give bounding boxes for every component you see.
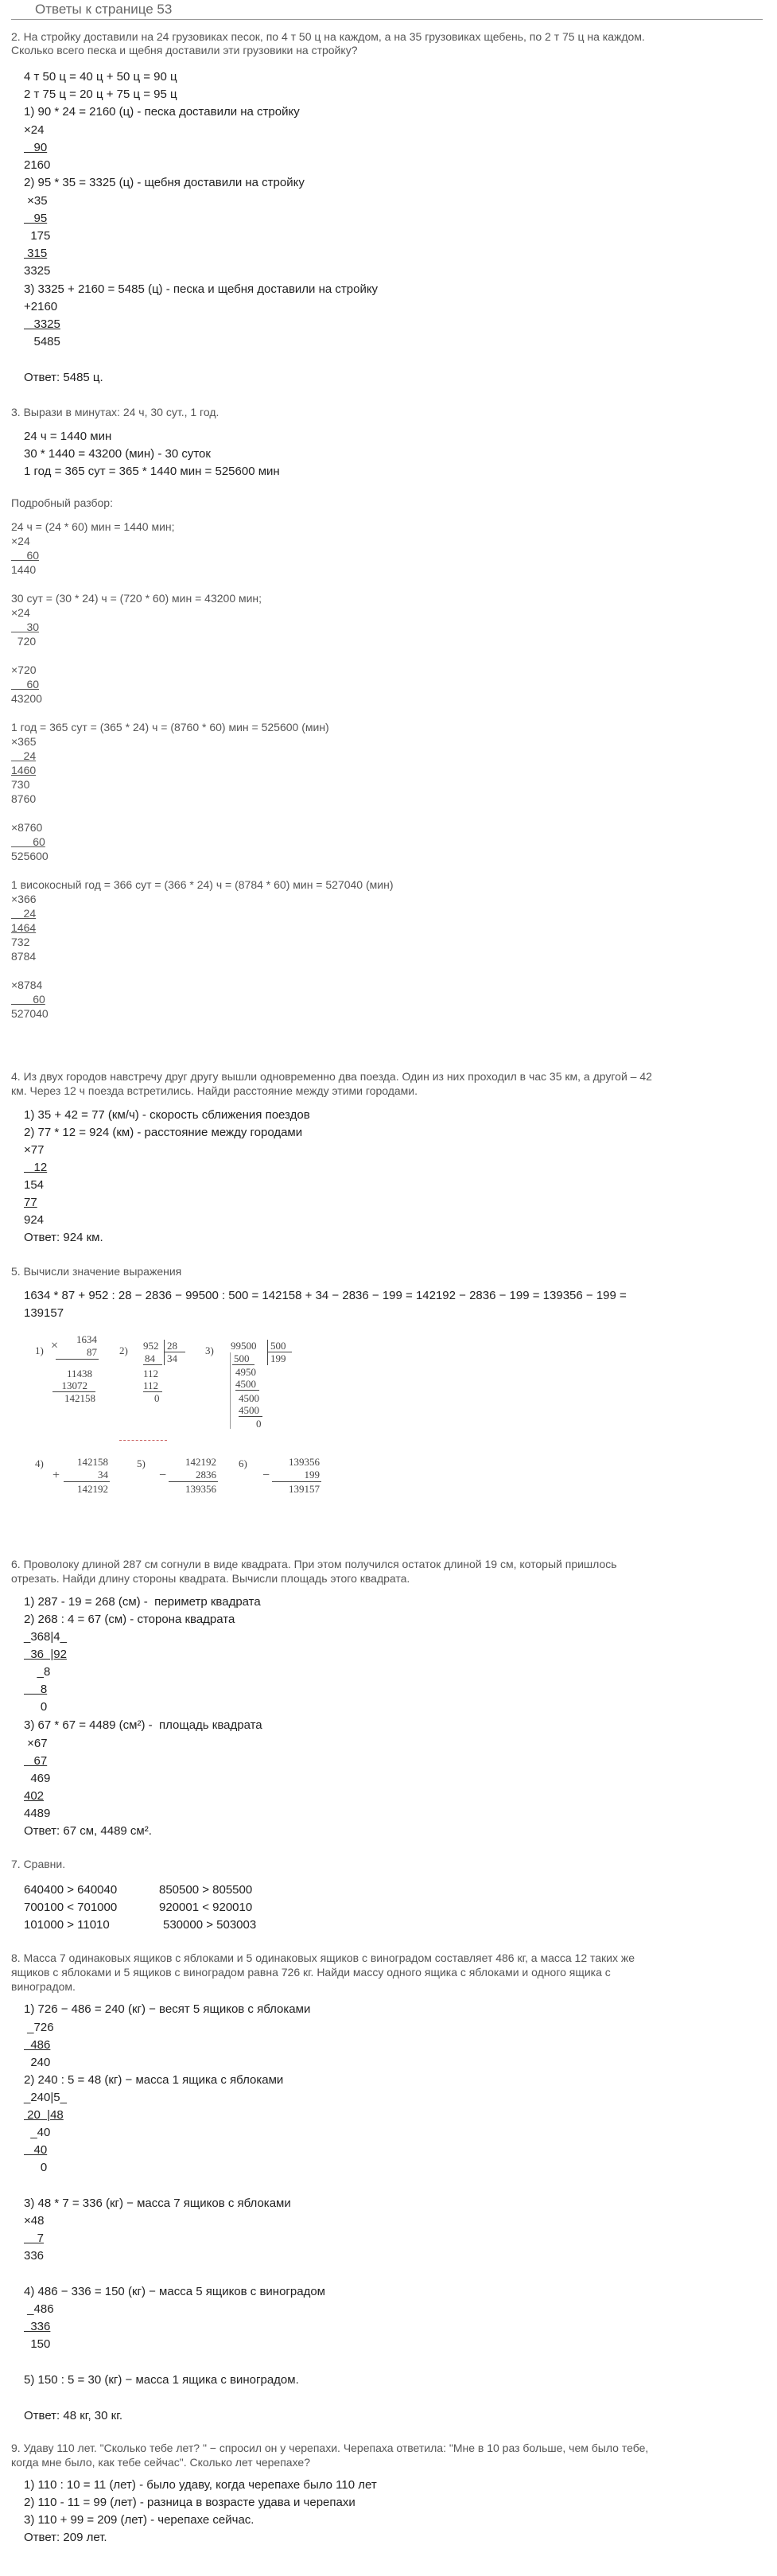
task-8-calc: 40 — [24, 2143, 48, 2157]
t5-c6-num: 199 — [304, 1469, 320, 1481]
t5-c3-num: 500 — [270, 1340, 286, 1352]
task-3-detail-line: 1 год = 365 сут = (365 * 24) ч = (8760 * 60) мин = 525600 (мин) — [11, 721, 329, 733]
task-6-step: 1) 287 - 19 = 268 (см) - периметр квадрата — [24, 1595, 261, 1609]
task-2-question-line-1: 2. На стройку доставили на 24 грузовиках песок, по 4 т 50 ц на каждом, а на 35 грузовиках щебень, по 2 т 75 ц на каждом. — [11, 30, 645, 43]
task-3-detail-line: 525600 — [11, 850, 49, 862]
t5-label-2: 2) — [119, 1344, 128, 1356]
t5-c2-rule — [143, 1364, 162, 1365]
task-7-cell: 101000 > 11010 — [24, 1918, 110, 1932]
task-2-step: 1) 90 * 24 = 2160 (ц) - песка доставили на стройку — [24, 105, 300, 119]
t5-c4-rule — [64, 1481, 110, 1482]
t5-c1-num: 11438 — [66, 1368, 92, 1379]
task-2-calc: 90 — [24, 141, 48, 154]
task-8-calc: 486 — [24, 2038, 51, 2052]
t5-c5-num: 142192 — [185, 1456, 216, 1468]
task-2-calc: +2160 — [24, 300, 58, 313]
t5-c6-num: 139157 — [289, 1483, 320, 1495]
task-3-detail-line: 60 — [11, 549, 40, 562]
task-3-detail-line: 30 сут = (30 * 24) ч = (720 * 60) мин = 43200 мин; — [11, 592, 262, 605]
t5-c3-num: 4500 — [239, 1404, 259, 1416]
task-4-step: 2) 77 * 12 = 924 (км) - расстояние между городами — [24, 1126, 303, 1139]
task-3-detail-line: 8784 — [11, 950, 37, 963]
task-4-question-line-2: км. Через 12 ч поезда встретились. Найди расстояние между этими городами. — [11, 1084, 418, 1097]
task-3-detail-line: 24 — [11, 749, 37, 762]
task-3-detail-line: ×365 — [11, 735, 37, 748]
task-3-detail-line: 1464 — [11, 921, 37, 934]
task-2-answer: Ответ: 5485 ц. — [24, 371, 103, 384]
task-9-question-line-2: когда мне было, как тебе сейчас". Сколько лет черепахе? — [11, 2456, 311, 2469]
task-3-detail-line: ×24 — [11, 535, 30, 547]
task-8-calc: 336 — [24, 2320, 51, 2333]
task-2-step: 2) 95 * 35 = 3325 (ц) - щебня доставили на стройку — [24, 176, 305, 189]
task-8-calc: _240|5_ — [24, 2091, 67, 2104]
task-3-detail-title: Подробный разбор: — [11, 496, 113, 509]
t5-c2-num: 952 — [143, 1340, 159, 1352]
task-3-detail-line: ×366 — [11, 893, 37, 905]
t5-c3-rule — [239, 1416, 262, 1417]
task-8-question-line-1: 8. Масса 7 одинаковых ящиков с яблоками и 5 одинаковых ящиков с виноградом составляет 486 кг, а масса 12 таких же — [11, 1951, 635, 1964]
task-8-calc: 240 — [24, 2056, 51, 2069]
task-7-cell: 850500 > 805500 — [159, 1883, 253, 1897]
t5-c5-num: 2836 — [196, 1469, 216, 1481]
task-7-question: 7. Сравни. — [11, 1858, 66, 1870]
t5-c5-rule — [169, 1481, 218, 1482]
task-2-step: 3) 3325 + 2160 = 5485 (ц) - песка и щебня доставили на стройку — [24, 282, 379, 296]
task-6-calc: 36 |92 — [24, 1648, 67, 1661]
task-2-question-line-2: Сколько всего песка и щебня доставили эти грузовики на стройку? — [11, 44, 358, 56]
page-title: Ответы к странице 53 — [35, 2, 173, 17]
t5-c1-rule — [56, 1359, 99, 1360]
t5-c3-num: 199 — [270, 1352, 286, 1364]
t5-c3-side — [230, 1352, 231, 1429]
task-7-cell: 920001 < 920010 — [159, 1901, 253, 1914]
task-3-detail-line: 527040 — [11, 1007, 49, 1020]
t5-c6-rule — [272, 1481, 321, 1482]
task-8-step: 5) 150 : 5 = 30 (кг) − масса 1 ящика с виноградом. — [24, 2373, 299, 2387]
t5-c1-num: 1634 — [76, 1333, 97, 1345]
t5-c5-num: 139356 — [185, 1483, 216, 1495]
task-9-step: 1) 110 : 10 = 11 (лет) - было удаву, когда черепахе было 110 лет — [24, 2478, 377, 2492]
task-6-calc: _8 — [24, 1665, 51, 1679]
task-8-step: 4) 486 − 336 = 150 (кг) − масса 5 ящиков с виноградом — [24, 2285, 325, 2298]
task-2-calc: 175 — [24, 229, 51, 243]
t5-c2-num: 0 — [154, 1392, 160, 1404]
task-3-detail-line: 730 — [11, 778, 30, 791]
task-3-line: 24 ч = 1440 мин — [24, 430, 112, 443]
task-3-detail-line: 60 — [11, 678, 40, 691]
task-3-detail-line: 1460 — [11, 764, 37, 776]
task-9-step: 3) 110 + 99 = 209 (лет) - черепахе сейчас. — [24, 2513, 254, 2527]
task-3-detail-line: ×720 — [11, 663, 37, 676]
t5-c2-bar — [164, 1340, 165, 1365]
t5-minus: − — [262, 1469, 270, 1482]
task-6-calc: 0 — [24, 1700, 48, 1714]
task-6-calc: ×67 — [24, 1737, 48, 1750]
t5-c1-num: 13072 — [61, 1379, 87, 1391]
t5-plus: + — [52, 1469, 60, 1482]
task-3-detail-line: 720 — [11, 635, 37, 648]
t5-c4-num: 34 — [98, 1469, 108, 1481]
task-5-expression: 139157 — [24, 1306, 64, 1320]
t5-c2-num: 112 — [143, 1368, 159, 1379]
task-7-cell: 530000 > 503003 — [163, 1918, 257, 1932]
task-3-detail-line: 60 — [11, 835, 45, 848]
task-2-calc: 3325 — [24, 264, 51, 278]
task-8-step: 1) 726 − 486 = 240 (кг) − весят 5 ящиков с яблоками — [24, 2002, 311, 2016]
task-5-expression: 1634 * 87 + 952 : 28 − 2836 − 99500 : 500 = 142158 + 34 − 2836 − 199 = 142192 − 2836 − 199 = 139356 − 199 = — [24, 1289, 627, 1302]
task-6-calc: 469 — [24, 1772, 51, 1785]
task-8-calc: _726 — [24, 2021, 54, 2034]
task-8-calc: ×48 — [24, 2214, 45, 2228]
task-3-detail-line: 1440 — [11, 563, 37, 576]
t5-label-5: 5) — [137, 1457, 146, 1469]
task-2-calc: 95 — [24, 212, 48, 225]
task-3-detail-line: 1 високосный год = 366 сут = (366 * 24) ч = (8784 * 60) мин = 527040 (мин) — [11, 878, 394, 891]
task-2-line: 2 т 75 ц = 20 ц + 75 ц = 95 ц — [24, 88, 177, 101]
t5-c3-num: 4500 — [239, 1392, 259, 1404]
task-9-answer: Ответ: 209 лет. — [24, 2531, 107, 2544]
t5-label-1: 1) — [35, 1344, 44, 1356]
t5-c1-num: 87 — [87, 1346, 97, 1358]
t5-label-3: 3) — [205, 1344, 214, 1356]
t5-c4-num: 142158 — [77, 1456, 108, 1468]
task-6-question-line-1: 6. Проволоку длиной 287 см согнули в виде квадрата. При этом получился остаток длиной 19 см, который пришлось — [11, 1558, 617, 1570]
task-2-calc: 315 — [24, 247, 48, 260]
t5-c3-bar — [267, 1340, 268, 1365]
task-8-question-line-3: виноградом. — [11, 1980, 76, 1993]
task-3-detail-line: 24 ч = (24 * 60) мин = 1440 мин; — [11, 520, 175, 533]
t5-c3-rule — [232, 1364, 254, 1365]
task-3-detail-line: ×8784 — [11, 979, 43, 991]
task-3-question: 3. Вырази в минутах: 24 ч, 30 сут., 1 год. — [11, 406, 220, 418]
task-3-detail-line: 8760 — [11, 792, 37, 805]
task-8-step: 3) 48 * 7 = 336 (кг) − масса 7 ящиков с яблоками — [24, 2197, 291, 2210]
task-8-calc: 336 — [24, 2249, 45, 2263]
task-9-step: 2) 110 - 11 = 99 (лет) - разница в возрасте удава и черепахи — [24, 2496, 355, 2509]
t5-c4-num: 142192 — [77, 1483, 108, 1495]
t5-c3-num: 4500 — [235, 1378, 256, 1390]
task-4-step: 1) 35 + 42 = 77 (км/ч) - скорость сближения поездов — [24, 1108, 310, 1122]
t5-c2-num: 28 — [167, 1340, 177, 1352]
task-2-calc: 3325 — [24, 317, 60, 331]
task-4-calc: 12 — [24, 1161, 48, 1174]
task-6-answer: Ответ: 67 см, 4489 см². — [24, 1824, 152, 1838]
t5-label-6: 6) — [239, 1457, 247, 1469]
task-5-question: 5. Вычисли значение выражения — [11, 1265, 182, 1278]
task-6-step: 3) 67 * 67 = 4489 (см²) - площадь квадрата — [24, 1718, 262, 1732]
task-4-calc: 924 — [24, 1213, 45, 1227]
task-2-calc: 2160 — [24, 158, 51, 172]
task-6-step: 2) 268 : 4 = 67 (см) - сторона квадрата — [24, 1613, 235, 1626]
task-6-calc: 67 — [24, 1754, 48, 1768]
task-6-question-line-2: отрезать. Найди длину стороны квадрата. Вычисли площадь этого квадрата. — [11, 1572, 410, 1585]
task-4-answer: Ответ: 924 км. — [24, 1231, 103, 1244]
task-4-question-line-1: 4. Из двух городов навстречу друг другу вышли одновременно два поезда. Один из них проходил в час 35 км, а другой – 42 — [11, 1070, 652, 1083]
task-8-calc: 7 — [24, 2232, 45, 2245]
t5-c3-num: 99500 — [231, 1340, 257, 1352]
task-4-calc: 154 — [24, 1178, 45, 1192]
task-3-detail-line: ×8760 — [11, 821, 43, 834]
t5-c1-num: 142158 — [64, 1392, 95, 1404]
task-3-detail-line: ×24 — [11, 606, 30, 619]
task-3-line: 1 год = 365 сут = 365 * 1440 мин = 525600 мин — [24, 465, 280, 478]
task-2-calc: ×35 — [24, 194, 48, 208]
t5-c3-num: 4950 — [235, 1366, 256, 1378]
task-9-question-line-1: 9. Удаву 110 лет. "Сколько тебе лет? " − спросил он у черепахи. Черепаха ответила: "Мне в 10 раз больше, чем было тебе, — [11, 2442, 649, 2454]
t5-c2-num: 112 — [143, 1379, 159, 1391]
task-8-step: 2) 240 : 5 = 48 (кг) − масса 1 ящика с яблоками — [24, 2073, 284, 2087]
t5-c2-num: 34 — [167, 1352, 177, 1364]
t5-divider — [119, 1440, 167, 1441]
task-6-calc: 4489 — [24, 1807, 51, 1820]
t5-sign: × — [51, 1339, 59, 1352]
task-3-detail-line: 30 — [11, 621, 40, 633]
t5-c2-num: 84 — [145, 1352, 155, 1364]
task-8-calc: 20 |48 — [24, 2108, 64, 2122]
t5-c3-num: 500 — [234, 1352, 250, 1364]
task-8-calc: _40 — [24, 2126, 51, 2139]
task-8-question-line-2: ящиков с яблоками и 5 ящиков с виноградом равна 726 кг. Найди массу одного ящика с яблоками и одного ящика с — [11, 1966, 611, 1979]
task-6-calc: 8 — [24, 1683, 48, 1696]
t5-c6-num: 139356 — [289, 1456, 320, 1468]
page-header — [11, 0, 763, 20]
task-4-calc: 77 — [24, 1196, 37, 1209]
task-2-line: 4 т 50 ц = 40 ц + 50 ц = 90 ц — [24, 70, 177, 84]
task-6-calc: _368|4_ — [24, 1630, 67, 1644]
task-3-detail-line: 24 — [11, 907, 37, 920]
t5-minus: − — [159, 1469, 167, 1482]
task-8-calc: 0 — [24, 2161, 48, 2174]
task-7-cell: 700100 < 701000 — [24, 1901, 118, 1914]
t5-c3-num: 0 — [256, 1418, 262, 1430]
task-3-detail-line: 732 — [11, 936, 30, 948]
task-4-calc: ×77 — [24, 1143, 45, 1157]
task-3-detail-line: 43200 — [11, 692, 42, 705]
task-8-calc: 150 — [24, 2337, 51, 2351]
task-2-calc: ×24 — [24, 123, 45, 137]
task-8-answer: Ответ: 48 кг, 30 кг. — [24, 2409, 122, 2422]
t5-label-4: 4) — [35, 1457, 44, 1469]
task-8-calc: _486 — [24, 2302, 54, 2316]
task-7-cell: 640400 > 640040 — [24, 1883, 118, 1897]
task-6-calc: 402 — [24, 1789, 45, 1803]
t5-c3-rule — [235, 1390, 259, 1391]
task-3-line: 30 * 1440 = 43200 (мин) - 30 суток — [24, 447, 211, 461]
task-3-detail-line: 60 — [11, 993, 45, 1006]
task-2-calc: 5485 — [24, 335, 60, 348]
